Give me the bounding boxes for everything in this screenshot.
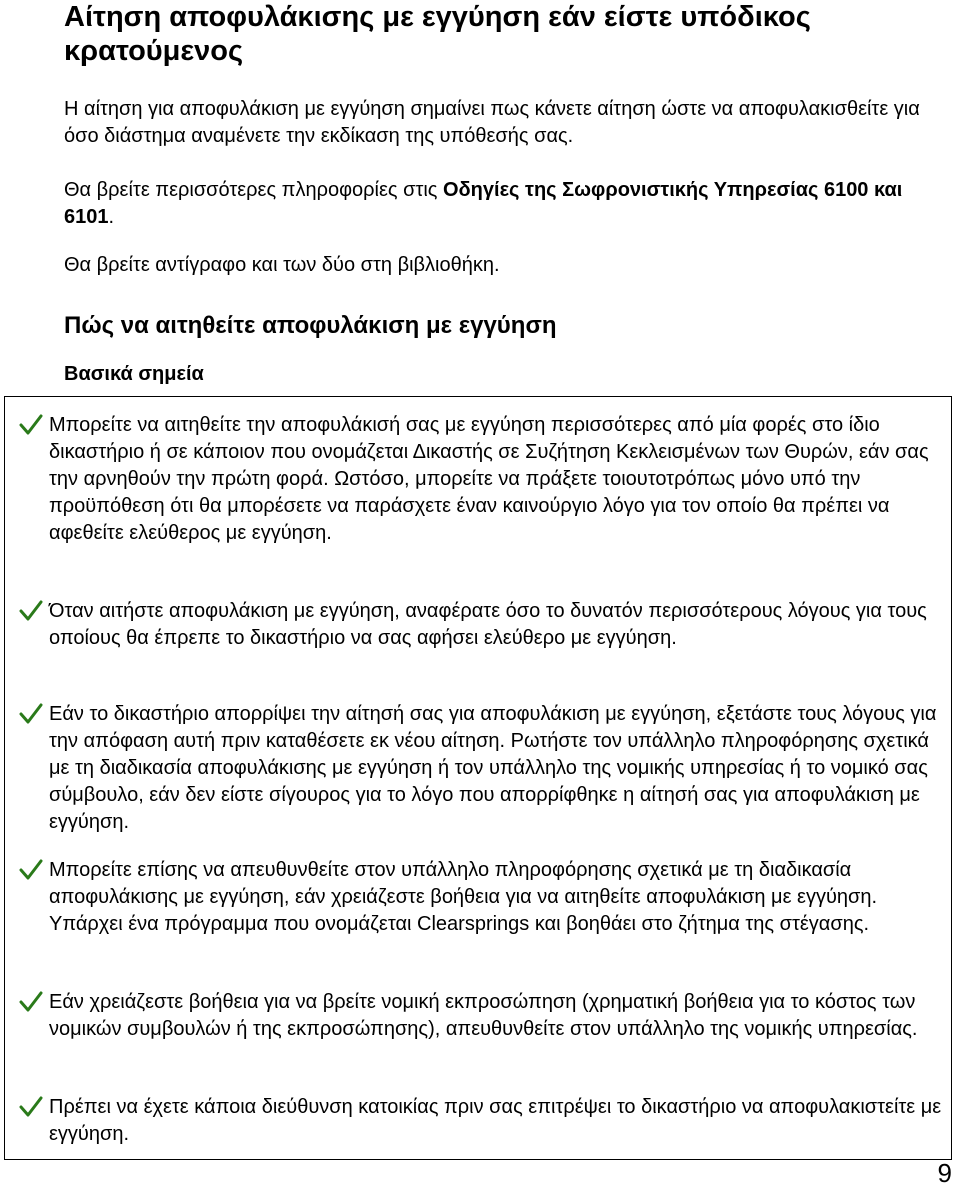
list-item-text: Εάν το δικαστήριο απορρίψει την αίτησή σας για αποφυλάκιση με εγγύηση, εξετάστε τους λόγους για την απόφαση αυτή πριν καταθέσετε εκ νέου αίτηση. Ρωτήστε τον υπάλληλο πληροφόρησης σχετικά με τη διαδικασία αποφυλάκισης με εγγύηση ή τον υπάλληλο της νομικής υπηρεσίας ή το νομικό σας σύμβουλο, εάν δεν είστε σίγουρος για το λόγο που απορρίφθηκε η αίτησή σας για αποφυλάκιση με εγγύηση. [49,703,937,833]
list-item-text: Πρέπει να έχετε κάποια διεύθυνση κατοικίας πριν σας επιτρέψει το δικαστήριο να αποφυλακιστείτε με εγγύηση. [49,1096,942,1145]
key-points-box [4,396,952,1160]
checkmark-icon [19,600,43,622]
checkmark-icon [19,703,43,725]
list-item-text: Εάν χρειάζεστε βοήθεια για να βρείτε νομική εκπροσώπηση (χρηματική βοήθεια για το κόστος των νομικών συμβουλών ή της εκπροσώπησης), απευθυνθείτε στον υπάλληλο της νομικής υπηρεσίας. [49,991,918,1040]
reference-bold: Οδηγίες της Σωφρονιστικής Υπηρεσίας 6100 και 6101 [64,179,903,228]
checkmark-icon [19,991,43,1013]
reference-suffix: . [108,206,115,228]
list-item-text: Όταν αιτήστε αποφυλάκιση με εγγύηση, αναφέρατε όσο το δυνατόν περισσότερους λόγους για τους οποίους θα έπρεπε το δικαστήριο να σας αφήσει ελεύθερο με εγγύηση. [49,600,927,649]
intro-paragraph: Η αίτηση για αποφυλάκιση με εγγύηση σημαίνει πως κάνετε αίτηση ώστε να αποφυλακισθείτε για όσο διάστημα αναμένετε την εκδίκαση της υπόθεσής σας. [64,98,920,147]
intro-reference-paragraph [64,177,944,231]
library-note: Θα βρείτε αντίγραφο και των δύο στη βιβλιοθήκη. [64,254,500,276]
list-item-text: Μπορείτε να αιτηθείτε την αποφυλάκισή σας με εγγύηση περισσότερες από μία φορές στο ίδιο δικαστήριο ή σε κάποιον που ονομάζεται Δικαστής σε Συζήτηση Κεκλεισμένων των Θυρών, εάν σας την αρνηθούν την πρώτη φορά. Ωστόσο, μπορείτε να πράξετε τοιουτοτρόπως μόνο υπό την προϋπόθεση ότι θα μπορέσετε να παράσχετε έναν καινούργιο λόγο για τον οποίο θα πρέπει να αφεθείτε ελεύθερος με εγγύηση. [49,414,929,544]
section-heading: Πώς να αιτηθείτε αποφυλάκιση με εγγύηση [64,312,557,339]
checkmark-icon [19,859,43,881]
checkmark-icon [19,414,43,436]
list-item-text: Μπορείτε επίσης να απευθυνθείτε στον υπάλληλο πληροφόρησης σχετικά με τη διαδικασία αποφυλάκισης με εγγύηση, εάν χρειάζεστε βοήθεια για να αιτηθείτε αποφυλάκιση με εγγύηση. Υπάρχει ένα πρόγραμμα που ονομάζεται Clearsprings και βοηθάει στο ζήτημα της στέγασης. [49,859,878,935]
page-title: Αίτηση αποφυλάκισης με εγγύηση εάν είστε υπόδικος κρατούμενος [64,1,811,67]
reference-prefix: Θα βρείτε περισσότερες πληροφορίες στις [64,179,443,201]
page-number: 9 [937,1158,952,1188]
checkmark-icon [19,1096,43,1118]
section-subheading: Βασικά σημεία [64,363,204,385]
